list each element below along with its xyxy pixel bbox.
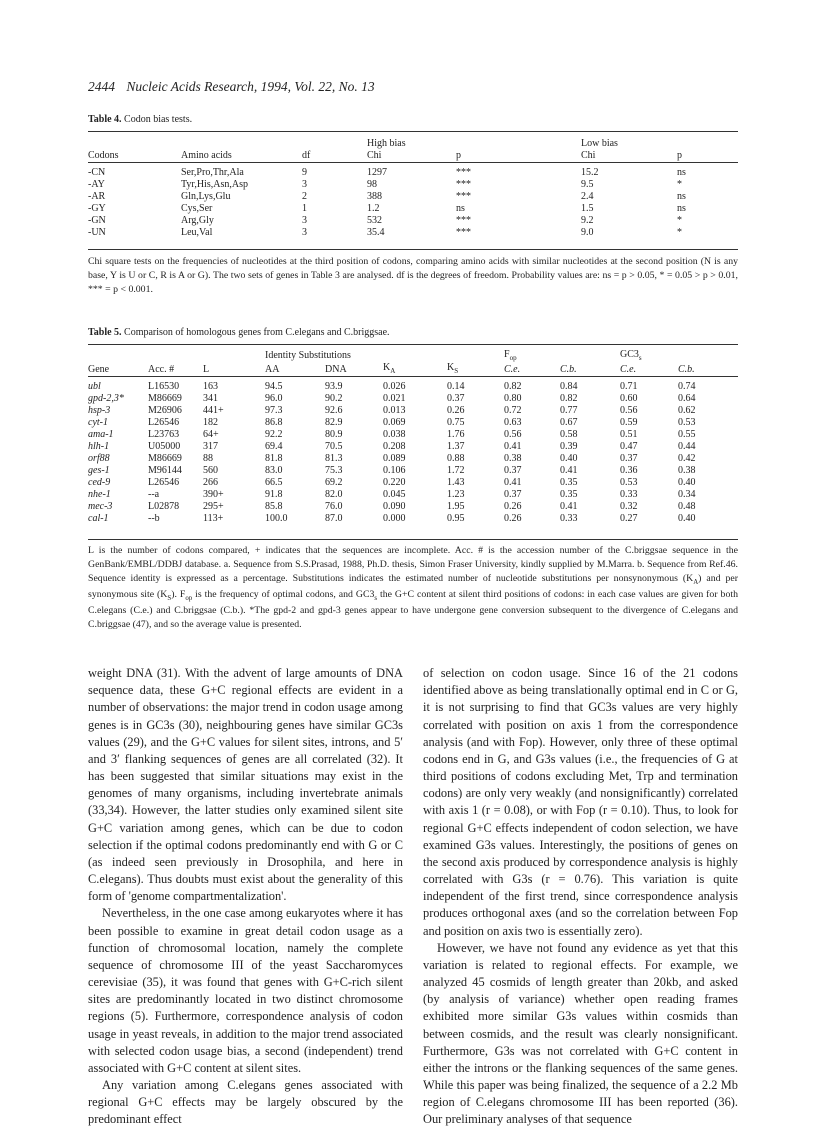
table5-row-cell: L16530 bbox=[148, 380, 180, 392]
table4-row-cell: 1297 bbox=[367, 167, 387, 178]
table5-row bbox=[88, 441, 738, 453]
table5-row-cell: 0.82 bbox=[504, 380, 522, 392]
table5 bbox=[88, 349, 738, 525]
table5-row-cell: 1.37 bbox=[447, 440, 465, 452]
table5-row-cell: 0.74 bbox=[678, 380, 696, 392]
table5-row bbox=[88, 513, 738, 525]
table5-group-identity: Identity Substitutions bbox=[265, 350, 351, 362]
table5-row bbox=[88, 477, 738, 489]
table4-row-cell: 3 bbox=[302, 227, 307, 238]
table5-row-cell: 182 bbox=[203, 416, 218, 428]
table5-row bbox=[88, 501, 738, 513]
table4-row-cell: 35.4 bbox=[367, 227, 385, 238]
table5-row-cell: 0.37 bbox=[620, 452, 638, 464]
table5-row-cell: ced-9 bbox=[88, 476, 111, 488]
table4-row bbox=[88, 215, 738, 227]
table4-row bbox=[88, 167, 738, 179]
table5-header-row bbox=[88, 362, 738, 376]
table5-row-cell: L02878 bbox=[148, 500, 180, 512]
table4-row bbox=[88, 227, 738, 239]
table4-row bbox=[88, 203, 738, 215]
table5-row-cell: hsp-3 bbox=[88, 404, 111, 416]
table4-row-cell: -GN bbox=[88, 215, 106, 226]
table5-row bbox=[88, 405, 738, 417]
table5-row-cell: 86.8 bbox=[265, 416, 283, 428]
table5-row-cell: --b bbox=[148, 512, 160, 524]
table5-row-cell: 97.3 bbox=[265, 404, 283, 416]
body-paragraph: However, we have not found any evidence as yet that this variation is related to regional effects. For example, we analyzed 45 cosmids of length greater than 20kb, and asked (by analysis of variance) whether open reading frames exhibited more similar G3s values within cosmids than between cosmids, and the result was clearly nonsignificant. Furthermore, G3s was not correlated with G+C content in either the introns or the flanking sequences of the same genes. While this paper was being finalized, the sequence of a 2.2 Mb region of C.elegans chromosome III has been reported (36). Our preliminary analyses of that sequence bbox=[423, 940, 738, 1127]
table5-row-cell: 0.40 bbox=[560, 452, 578, 464]
table5-row-cell: 0.106 bbox=[383, 464, 406, 476]
table5-row-cell: 0.000 bbox=[383, 512, 406, 524]
table5-col-header: DNA bbox=[325, 363, 347, 375]
body-column-right bbox=[423, 665, 738, 1129]
table5-row bbox=[88, 393, 738, 405]
table4-bottom-rule bbox=[88, 249, 738, 250]
table5-row-cell: M26906 bbox=[148, 404, 182, 416]
table5-row-cell: M86669 bbox=[148, 452, 182, 464]
table5-row-cell: 64+ bbox=[203, 428, 219, 440]
table5-row-cell: 317 bbox=[203, 440, 218, 452]
table5-row-cell: 0.42 bbox=[678, 452, 696, 464]
table5-col-header: Acc. # bbox=[148, 363, 175, 375]
table5-row-cell: 0.63 bbox=[504, 416, 522, 428]
table5-row-cell: 80.9 bbox=[325, 428, 343, 440]
table4-row-cell: 9.2 bbox=[581, 215, 594, 226]
table4-row-cell: ns bbox=[456, 203, 465, 214]
table5-row-cell: 0.069 bbox=[383, 416, 406, 428]
table5-col-header: C.e. bbox=[504, 363, 521, 375]
table5-row-cell: gpd-2,3* bbox=[88, 392, 124, 404]
table4-group-row bbox=[88, 138, 738, 150]
table5-row-cell: 1.76 bbox=[447, 428, 465, 440]
table4 bbox=[88, 138, 738, 239]
table4-row-cell: 2.4 bbox=[581, 191, 594, 202]
table4-row-cell: 98 bbox=[367, 179, 377, 190]
table5-row-cell: 0.53 bbox=[620, 476, 638, 488]
table4-row-cell: Cys,Ser bbox=[181, 203, 213, 214]
table5-row-cell: 0.14 bbox=[447, 380, 465, 392]
table4-row-cell: * bbox=[677, 179, 682, 190]
table5-row-cell: 0.32 bbox=[620, 500, 638, 512]
table4-caption bbox=[88, 114, 192, 125]
table5-row-cell: 441+ bbox=[203, 404, 224, 416]
table5-row-cell: 0.26 bbox=[504, 500, 522, 512]
table5-row-cell: 0.038 bbox=[383, 428, 406, 440]
table5-row-cell: 1.95 bbox=[447, 500, 465, 512]
table4-row-cell: 9 bbox=[302, 167, 307, 178]
table4-row-cell: * bbox=[677, 227, 682, 238]
table4-col-header: df bbox=[302, 150, 311, 161]
table5-row-cell: 0.41 bbox=[560, 464, 578, 476]
table4-row-cell: ns bbox=[677, 167, 686, 178]
table5-row-cell: 0.40 bbox=[678, 512, 696, 524]
table4-row-cell: Gln,Lys,Glu bbox=[181, 191, 231, 202]
table5-row-cell: 93.9 bbox=[325, 380, 343, 392]
table5-row-cell: 1.72 bbox=[447, 464, 465, 476]
table4-row-cell: -UN bbox=[88, 227, 106, 238]
table5-row-cell: cal-1 bbox=[88, 512, 109, 524]
table5-row-cell: 83.0 bbox=[265, 464, 283, 476]
table5-row-cell: 0.51 bbox=[620, 428, 638, 440]
table5-row-cell: 0.80 bbox=[504, 392, 522, 404]
table5-row-cell: 0.021 bbox=[383, 392, 406, 404]
table4-note: Chi square tests on the frequencies of nucleotides at the third position of codons, comparing amino acids with similar nucleotides at the second position (N is any base, Y is U or C, R is A or G). The two sets of genes in Table 3 are analysed. df is the degrees of freedom. Probability values are: ns = p > 0.05, * = 0.05 > p > 0.01, *** = p < 0.001. bbox=[88, 256, 738, 296]
table5-row-cell: hlh-1 bbox=[88, 440, 110, 452]
body-paragraph: Any variation among C.elegans genes associated with regional G+C effects may be largely obscured by the predominant effect bbox=[88, 1078, 403, 1127]
table5-row-cell: 100.0 bbox=[265, 512, 288, 524]
table5-row-cell: 390+ bbox=[203, 488, 224, 500]
table5-row-cell: 0.045 bbox=[383, 488, 406, 500]
table5-row-cell: 0.208 bbox=[383, 440, 406, 452]
table5-row-cell: 76.0 bbox=[325, 500, 343, 512]
table5-row-cell: --a bbox=[148, 488, 160, 500]
table5-row-cell: 163 bbox=[203, 380, 218, 392]
table5-row-cell: 341 bbox=[203, 392, 218, 404]
table5-col-header-ks: $K_S$ bbox=[447, 362, 459, 376]
table5-row-cell: 0.41 bbox=[504, 440, 522, 452]
table5-row-cell: 560 bbox=[203, 464, 218, 476]
table5-row-cell: 90.2 bbox=[325, 392, 343, 404]
table5-row-cell: nhe-1 bbox=[88, 488, 111, 500]
table5-row-cell: mec-3 bbox=[88, 500, 113, 512]
table5-group-fop: $F_{op}$ bbox=[504, 349, 517, 362]
table5-col-header-ka: $K_A$ bbox=[383, 362, 396, 376]
table5-row-cell: 0.62 bbox=[678, 404, 696, 416]
table5-top-rule bbox=[88, 344, 738, 345]
table5-row-cell: 82.9 bbox=[325, 416, 343, 428]
table5-row-cell: ubl bbox=[88, 380, 101, 392]
table5-row bbox=[88, 453, 738, 465]
table5-row-cell: 0.38 bbox=[678, 464, 696, 476]
table5-row-cell: 0.58 bbox=[560, 428, 578, 440]
table5-row bbox=[88, 429, 738, 441]
table5-row-cell: M96144 bbox=[148, 464, 182, 476]
table4-row-cell: *** bbox=[456, 191, 471, 202]
table5-note: L is the number of codons compared, + indicates that the sequences are incomplete. Acc. # is the accession number of the C.briggsae sequence in the GenBank/EMBL/DDBJ database. a. Sequence from S.S.Prasad, 1988, Ph.D. thesis, Simon Fraser University, kindly supplied by M.Marra. b. Sequence from Ref.46. Sequence identity is expressed as a percentage. Substitutions indicates the estimated number of nucleotide substitutions per nonsynonymous $(K_A)$ and per synonymous site $(K_S)$. $F_{op}$ is the frequency of optimal codons, and $GC3_s$ the G+C content at silent third positions of codons: in each case values are given for both C.elegans (C.e.) and C.briggsae (C.b.). *The gpd-2 and gpd-3 genes appear to have undergone gene conversion subsequent to the divergence of C.elegans and C.briggsae (47), and so the average value is presented. bbox=[88, 545, 738, 631]
table4-col-header: p bbox=[456, 150, 461, 161]
table4-row-cell: Ser,Pro,Thr,Ala bbox=[181, 167, 244, 178]
table4-row-cell: 1.2 bbox=[367, 203, 380, 214]
table5-row-cell: 0.35 bbox=[560, 476, 578, 488]
table5-row-cell: 81.3 bbox=[325, 452, 343, 464]
table4-col-header: Amino acids bbox=[181, 150, 232, 161]
table5-row-cell: ama-1 bbox=[88, 428, 114, 440]
table5-bottom-rule bbox=[88, 539, 738, 540]
table4-row bbox=[88, 191, 738, 203]
table5-row-cell: 0.72 bbox=[504, 404, 522, 416]
table4-row-cell: Tyr,His,Asn,Asp bbox=[181, 179, 248, 190]
table4-row-cell: Arg,Gly bbox=[181, 215, 214, 226]
table4-row-cell: -CN bbox=[88, 167, 106, 178]
table5-row-cell: 295+ bbox=[203, 500, 224, 512]
table4-row-cell: 9.0 bbox=[581, 227, 594, 238]
table5-row-cell: 266 bbox=[203, 476, 218, 488]
table5-row-cell: 0.33 bbox=[560, 512, 578, 524]
table5-row bbox=[88, 489, 738, 501]
table5-row bbox=[88, 465, 738, 477]
table5-row-cell: cyt-1 bbox=[88, 416, 108, 428]
table5-col-header: L bbox=[203, 363, 210, 375]
table5-row-cell: 0.47 bbox=[620, 440, 638, 452]
table5-label: Table 5. bbox=[88, 327, 122, 338]
table5-row-cell: 0.33 bbox=[620, 488, 638, 500]
table5-row-cell: 94.5 bbox=[265, 380, 283, 392]
table5-row-cell: 0.88 bbox=[447, 452, 465, 464]
table5-row-cell: 0.39 bbox=[560, 440, 578, 452]
table5-row-cell: 69.2 bbox=[325, 476, 343, 488]
table5-row-cell: 87.0 bbox=[325, 512, 343, 524]
table5-row-cell: L26546 bbox=[148, 476, 180, 488]
table5-row-cell: 0.26 bbox=[504, 512, 522, 524]
table4-row-cell: 532 bbox=[367, 215, 382, 226]
table4-group-high: High bias bbox=[367, 138, 406, 149]
table4-row-cell: 2 bbox=[302, 191, 307, 202]
table4-row-cell: Leu,Val bbox=[181, 227, 213, 238]
table5-row-cell: 0.41 bbox=[560, 500, 578, 512]
table5-row-cell: 0.27 bbox=[620, 512, 638, 524]
body-paragraph: weight DNA (31). With the advent of large amounts of DNA sequence data, these G+C regional effects are evident in a number of observations: the major trend in codon usage among genes is in GC3s (30), neighbouring genes have similar GC3s values (29), and the G+C values for silent sites, introns, and 5′ and 3′ flanking sequences of genes are all correlated (32). It has been suggested that similar situations may exist in the genomes of many organisms, including invertebrate animals (33,34). However, the latter studies only examined silent site G+C variation among genes, which can be due to codon selection if the optimal codons predominantly end with G or C (as indeed seen previously in Drosophila, and here in C.elegans). Thus doubts must exist about the generality of this form of 'genome compartmentalization'. bbox=[88, 666, 403, 904]
running-header bbox=[88, 79, 375, 95]
table5-row-cell: 0.026 bbox=[383, 380, 406, 392]
table5-row-cell: 0.75 bbox=[447, 416, 465, 428]
table5-row-cell: 85.8 bbox=[265, 500, 283, 512]
body-paragraph: of selection on codon usage. Since 16 of the 21 codons identified above as being translationally optimal end in C or G, it is not surprising to find that GC3s values are very highly correlated with position on axis 1 from the correspondence analysis (and with Fop). However, only three of these optimal codons end in G, and G3s values (i.e., the frequencies of G at third positions of codons excluding Met, Trp and termination codons) are only very weakly (and nonsignificantly) correlated with axis 1 (r = 0.08), or with Fop (r = 0.10). Thus, to look for regional G+C effects independent of codon selection, we have examined G3s values. Interestingly, the positions of genes on the second axis produced by correspondence analysis is highly correlated with G3s (r = 0.76). This variation is quite independent of the first trend, since correspondence analysis produces orthogonal axes (and so the correlation between Fop and position on axis two is essentially zero). bbox=[423, 666, 738, 938]
table4-row-cell: -AY bbox=[88, 179, 105, 190]
table5-row-cell: 0.013 bbox=[383, 404, 406, 416]
table5-row bbox=[88, 417, 738, 429]
table5-row-cell: 0.56 bbox=[504, 428, 522, 440]
body-column-left bbox=[88, 665, 403, 1129]
table4-col-header: Chi bbox=[581, 150, 596, 161]
table5-row-cell: 92.2 bbox=[265, 428, 283, 440]
table4-row-cell: 3 bbox=[302, 179, 307, 190]
table4-group-low: Low bias bbox=[581, 138, 618, 149]
table5-row-cell: 1.23 bbox=[447, 488, 465, 500]
table4-row-cell: 1 bbox=[302, 203, 307, 214]
body-paragraph: Nevertheless, in the one case among eukaryotes where it has been possible to examine in great detail codon usage as a function of chromosomal location, namely the complete sequence of chromosome III of the yeast Saccharomyces cerevisiae (35), it was found that genes with G+C-rich silent sites are predominantly located in two distinct chromosome regions (5). Furthermore, correspondence analysis of codon usage in yeast reveals, in addition to the major trend associated with selected codon usage bias, a second (independent) trend associated with G+C content at silent sites. bbox=[88, 906, 403, 1075]
table5-row-cell: 1.43 bbox=[447, 476, 465, 488]
table5-row-cell: 0.55 bbox=[678, 428, 696, 440]
table5-row-cell: 0.38 bbox=[504, 452, 522, 464]
table5-title: Comparison of homologous genes from C.elegans and C.briggsae. bbox=[124, 327, 390, 338]
table5-row-cell: L26546 bbox=[148, 416, 180, 428]
table4-row-cell: -GY bbox=[88, 203, 106, 214]
table5-row-cell: 81.8 bbox=[265, 452, 283, 464]
table5-col-header: Gene bbox=[88, 363, 110, 375]
table5-row-cell: M86669 bbox=[148, 392, 182, 404]
table5-row-cell: 0.37 bbox=[504, 488, 522, 500]
table5-row-cell: 0.60 bbox=[620, 392, 638, 404]
table5-row-cell: 0.64 bbox=[678, 392, 696, 404]
table4-row-cell: ns bbox=[677, 191, 686, 202]
table5-row-cell: 0.41 bbox=[504, 476, 522, 488]
table4-header-row bbox=[88, 150, 738, 163]
table5-row bbox=[88, 381, 738, 393]
table5-col-header: AA bbox=[265, 363, 280, 375]
table5-row-cell: 0.95 bbox=[447, 512, 465, 524]
table4-row-cell: *** bbox=[456, 215, 471, 226]
table5-col-header: C.b. bbox=[678, 363, 695, 375]
table5-row-cell: 0.37 bbox=[447, 392, 465, 404]
page-number: 2444 bbox=[88, 79, 115, 94]
table5-row-cell: 0.090 bbox=[383, 500, 406, 512]
table4-row-cell: 9.5 bbox=[581, 179, 594, 190]
table5-row-cell: 66.5 bbox=[265, 476, 283, 488]
table5-row-cell: L23763 bbox=[148, 428, 180, 440]
table5-row-cell: 0.53 bbox=[678, 416, 696, 428]
table5-row-cell: orf88 bbox=[88, 452, 110, 464]
table5-row-cell: 0.59 bbox=[620, 416, 638, 428]
table5-row-cell: 0.84 bbox=[560, 380, 578, 392]
table5-col-header: C.b. bbox=[560, 363, 577, 375]
table5-row-cell: 70.5 bbox=[325, 440, 343, 452]
table5-row-cell: 0.089 bbox=[383, 452, 406, 464]
table4-row-cell: 15.2 bbox=[581, 167, 599, 178]
table5-row-cell: 82.0 bbox=[325, 488, 343, 500]
table5-row-cell: 0.37 bbox=[504, 464, 522, 476]
table5-group-row bbox=[88, 349, 738, 362]
table4-row-cell: ns bbox=[677, 203, 686, 214]
table4-row bbox=[88, 179, 738, 191]
table4-top-rule bbox=[88, 131, 738, 132]
table4-row-cell: 1.5 bbox=[581, 203, 594, 214]
table4-row-cell: -AR bbox=[88, 191, 106, 202]
table5-row-cell: 69.4 bbox=[265, 440, 283, 452]
table4-row-cell: 3 bbox=[302, 215, 307, 226]
table5-row-cell: 96.0 bbox=[265, 392, 283, 404]
table5-row-cell: 0.82 bbox=[560, 392, 578, 404]
table5-row-cell: 0.77 bbox=[560, 404, 578, 416]
table5-group-gc3: $GC3_s$ bbox=[620, 349, 642, 362]
table5-row-cell: 91.8 bbox=[265, 488, 283, 500]
table5-row-cell: 0.35 bbox=[560, 488, 578, 500]
table4-label: Table 4. bbox=[88, 114, 122, 125]
table5-row-cell: 0.26 bbox=[447, 404, 465, 416]
table5-row-cell: 0.56 bbox=[620, 404, 638, 416]
table5-row-cell: 92.6 bbox=[325, 404, 343, 416]
table5-row-cell: U05000 bbox=[148, 440, 181, 452]
table4-title: Codon bias tests. bbox=[124, 114, 193, 125]
table4-row-cell: 388 bbox=[367, 191, 382, 202]
table4-col-header: p bbox=[677, 150, 682, 161]
journal-citation: Nucleic Acids Research, 1994, Vol. 22, No. 13 bbox=[126, 79, 375, 94]
table4-row-cell: *** bbox=[456, 227, 471, 238]
table4-col-header: Chi bbox=[367, 150, 382, 161]
table5-caption bbox=[88, 327, 390, 338]
table5-col-header: C.e. bbox=[620, 363, 637, 375]
table5-row-cell: 0.48 bbox=[678, 500, 696, 512]
table4-row-cell: *** bbox=[456, 167, 471, 178]
table5-row-cell: ges-1 bbox=[88, 464, 110, 476]
table5-row-cell: 113+ bbox=[203, 512, 224, 524]
table5-row-cell: 75.3 bbox=[325, 464, 343, 476]
table5-row-cell: 0.220 bbox=[383, 476, 406, 488]
table5-row-cell: 0.71 bbox=[620, 380, 638, 392]
table4-row-cell: *** bbox=[456, 179, 471, 190]
table5-row-cell: 0.34 bbox=[678, 488, 696, 500]
table5-row-cell: 0.67 bbox=[560, 416, 578, 428]
table5-row-cell: 0.40 bbox=[678, 476, 696, 488]
table4-col-header: Codons bbox=[88, 150, 119, 161]
table5-row-cell: 0.44 bbox=[678, 440, 696, 452]
table5-row-cell: 0.36 bbox=[620, 464, 638, 476]
table5-row-cell: 88 bbox=[203, 452, 213, 464]
table4-row-cell: * bbox=[677, 215, 682, 226]
